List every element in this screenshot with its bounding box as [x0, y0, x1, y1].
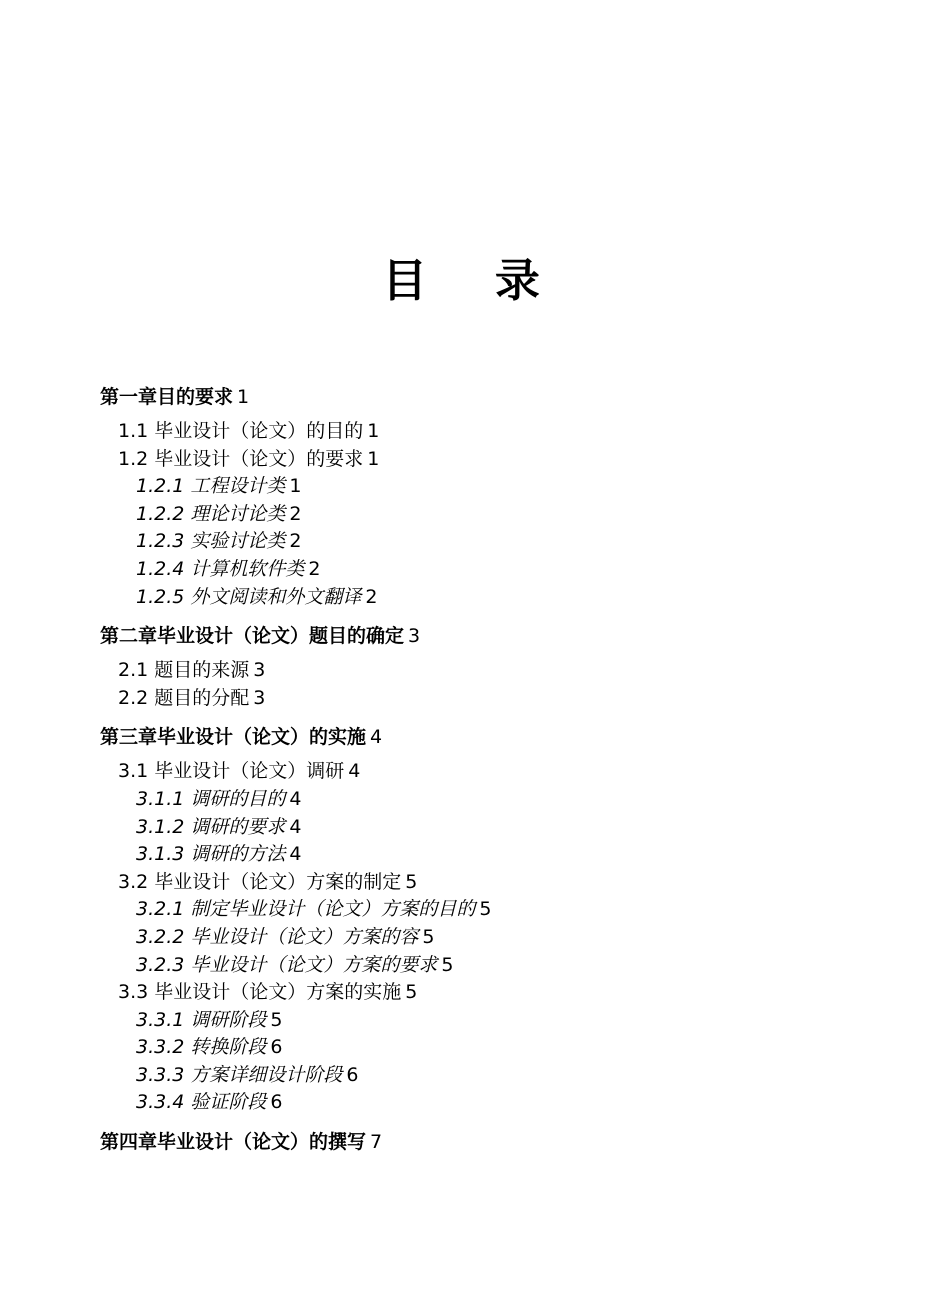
toc-page-number: 5: [270, 1008, 283, 1031]
toc-page-number: 2: [308, 557, 321, 580]
toc-page-number: 4: [289, 815, 302, 838]
toc-section-3-1[interactable]: [100, 758, 880, 786]
toc-section-3-3[interactable]: [100, 979, 880, 1007]
toc-section-1-2[interactable]: [100, 446, 880, 474]
toc-page-number: 6: [270, 1091, 283, 1114]
toc-page-number: 5: [422, 925, 435, 948]
toc-subsection-3-3-4[interactable]: [100, 1089, 880, 1117]
toc-page-number: 5: [405, 870, 418, 893]
toc-entry-text: 2.1 题目的来源: [118, 659, 250, 682]
toc-page-number: 1: [367, 447, 380, 470]
toc-title: 目 录: [382, 254, 566, 307]
toc-entry-text: 3.3.4 验证阶段: [136, 1091, 267, 1114]
toc-entry-text: 3.2 毕业设计（论文）方案的制定: [118, 870, 402, 893]
toc-page-number: 4: [289, 787, 302, 810]
toc-entry-text: 3.2.1 制定毕业设计（论文）方案的目的: [136, 898, 476, 921]
toc-entry-text: 1.2 毕业设计（论文）的要求: [118, 447, 364, 470]
toc-entry-text: 1.2.3 实验讨论类: [136, 530, 286, 553]
toc-subsection-1-2-1[interactable]: [100, 473, 880, 501]
toc-entry-text: 3.1 毕业设计（论文）调研: [118, 760, 345, 783]
toc-page-number: 3: [408, 625, 421, 648]
toc-section-3-2[interactable]: [100, 869, 880, 897]
toc-page-number: 4: [348, 760, 361, 783]
toc-page-number: 1: [289, 475, 302, 498]
toc-subsection-3-1-3[interactable]: [100, 841, 880, 869]
toc-subsection-3-2-2[interactable]: [100, 924, 880, 952]
toc-entry-text: 3.3 毕业设计（论文）方案的实施: [118, 981, 402, 1004]
toc-page-number: 2: [365, 585, 378, 608]
toc-page-number: 2: [289, 530, 302, 553]
toc-page-number: 4: [370, 726, 383, 749]
toc-entry-text: 第一章目的要求: [100, 386, 234, 408]
toc-page-number: 2: [289, 502, 302, 525]
toc-page-number: 3: [253, 659, 266, 682]
toc-page-number: 5: [405, 981, 418, 1004]
toc-page-number: 4: [289, 843, 302, 866]
toc-subsection-1-2-2[interactable]: [100, 501, 880, 529]
toc-entry-text: 第三章毕业设计（论文）的实施: [100, 726, 367, 749]
toc-subsection-1-2-3[interactable]: [100, 528, 880, 556]
toc-chapter-1[interactable]: [100, 382, 880, 412]
toc-page-number: 1: [237, 386, 250, 408]
toc-chapter-3[interactable]: [100, 722, 880, 752]
toc-entry-text: 3.1.2 调研的要求: [136, 815, 286, 838]
toc-entry-text: 第四章毕业设计（论文）的撰写: [100, 1131, 367, 1154]
toc-subsection-1-2-5[interactable]: [100, 584, 880, 612]
table-of-contents: [100, 380, 880, 1157]
toc-page-number: 7: [370, 1131, 383, 1154]
toc-page-number: 6: [346, 1063, 359, 1086]
toc-entry-text: 2.2 题目的分配: [118, 686, 250, 709]
toc-subsection-3-3-3[interactable]: [100, 1062, 880, 1090]
toc-subsection-3-3-2[interactable]: [100, 1034, 880, 1062]
toc-entry-text: 3.2.2 毕业设计（论文）方案的容: [136, 925, 419, 948]
toc-entry-text: 1.2.5 外文阅读和外文翻译: [136, 585, 362, 608]
toc-entry-text: 1.2.2 理论讨论类: [136, 502, 286, 525]
toc-entry-text: 1.1 毕业设计（论文）的目的: [118, 420, 364, 442]
toc-entry-text: 3.1.1 调研的目的: [136, 787, 286, 810]
toc-subsection-3-1-1[interactable]: [100, 786, 880, 814]
toc-page-number: 5: [479, 898, 492, 921]
toc-subsection-3-2-3[interactable]: [100, 952, 880, 980]
toc-entry-text: 3.3.2 转换阶段: [136, 1036, 267, 1059]
toc-entry-text: 1.2.4 计算机软件类: [136, 557, 305, 580]
toc-subsection-3-2-1[interactable]: [100, 896, 880, 924]
toc-page-number: 5: [441, 953, 454, 976]
toc-section-1-1[interactable]: [100, 418, 880, 446]
toc-page-number: 3: [253, 686, 266, 709]
toc-chapter-2[interactable]: [100, 621, 880, 651]
toc-entry-text: 3.2.3 毕业设计（论文）方案的要求: [136, 953, 438, 976]
toc-chapter-4[interactable]: [100, 1127, 880, 1157]
toc-page-number: 6: [270, 1036, 283, 1059]
toc-entry-text: 1.2.1 工程设计类: [136, 475, 286, 498]
toc-subsection-3-1-2[interactable]: [100, 814, 880, 842]
toc-entry-text: 3.3.3 方案详细设计阶段: [136, 1063, 343, 1086]
toc-page-number: 1: [367, 420, 380, 442]
toc-section-2-2[interactable]: [100, 685, 880, 713]
toc-entry-text: 3.1.3 调研的方法: [136, 843, 286, 866]
toc-entry-text: 3.3.1 调研阶段: [136, 1008, 267, 1031]
toc-subsection-3-3-1[interactable]: [100, 1007, 880, 1035]
toc-entry-text: 第二章毕业设计（论文）题目的确定: [100, 625, 405, 648]
toc-section-2-1[interactable]: [100, 657, 880, 685]
toc-subsection-1-2-4[interactable]: [100, 556, 880, 584]
